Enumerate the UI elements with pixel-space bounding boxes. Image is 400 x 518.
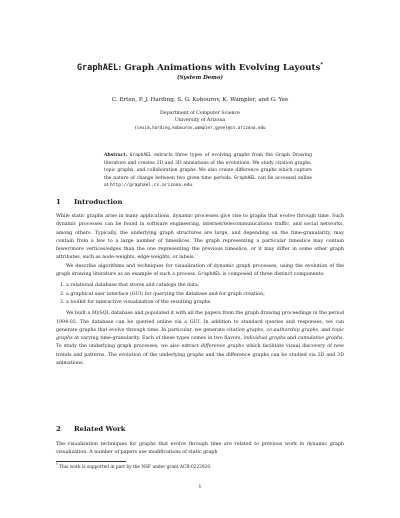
list-item: 2. a graphical user interface (GUI) for querying the database and for graph creation;: [60, 291, 265, 297]
introduction-body: [56, 213, 344, 368]
abstract-text-2: can be accessed online at: [104, 175, 312, 189]
section-title: Related Work: [74, 425, 126, 433]
affiliation-emails: {cesim,harding,kobourov,wampler,gyee}@cs.arizona.edu: [134, 125, 266, 131]
emph-coauthorship-graphs: co-authorship graphs: [266, 327, 319, 333]
footnote-text: This work is supported in part by the NSF under grant ACR-0222920.: [57, 465, 212, 470]
section-heading-introduction: [56, 198, 122, 206]
affiliation: [40, 110, 360, 132]
intro-system-name: GraphAEL: [198, 272, 222, 278]
intro-paragraph-1: While static graphs arise in many applications, dynamic processes give rise to graphs that evolve through time. Such dynamic processes can be found in software engineering, internet/telecommunications traffic, and social networks, among others. Typically, the underlying graph structures are large, and depending on the time-granularity, may contain from a few to a large number of timeslices. The graph representing a particular timeslice may contain fewer/more vertices/edges than the one representing the previous timeslice, or it may differ in some other graph attributes, such as node-weights, edge-weights, or labels.: [56, 214, 344, 261]
list-item: 3. a toolkit for interactive visualization of the resulting graphs.: [60, 299, 212, 305]
intro-p2-text: We describe algorithms and techniques for visualization of dynamic graph processes, using the evolution of the graph drawing literature as an example of such a process.: [56, 263, 344, 278]
affiliation-department: Department of Computer Science: [160, 111, 240, 116]
abstract-system-name-2: GraphAEL: [233, 175, 256, 181]
emph-topic-graphs: topic graphs: [56, 327, 345, 342]
title-text: : Graph Animations with Evolving Layouts: [118, 63, 321, 73]
intro-p3-and-2: and: [285, 336, 298, 342]
abstract-text: extracts three types of evolving graphs from the Graph Drawing literature and creates 2D and 3D animations of the evolutions. We study citation graphs, topic graphs, and collaboration graphs. We also create difference graphs which capture the nature of change between two given time periods.: [104, 153, 312, 181]
intro-paragraph-3: [56, 310, 344, 368]
section-heading-related-work: [56, 425, 125, 433]
footnote: [56, 463, 211, 470]
intro-p3-text-4: which facilitate visual discovery of new trends and patterns. The evolution of the underlying graphs and the difference graphs can be studied via 2D and 3D animations.: [56, 344, 344, 367]
footnote-mark: *: [56, 463, 58, 467]
author-list: C. Erten, P. J. Harding, S. G. Kobourov, K. Wampler, and G. Yee: [111, 97, 289, 103]
title-system-name: GraphAEL: [76, 63, 119, 73]
intro-p3-text-2: at varying time-granularity. Each of these types comes in two flavors,: [72, 336, 244, 342]
emph-citation-graphs: citation graphs: [226, 327, 264, 333]
abstract-end: .: [192, 183, 194, 189]
abstract-label: Abstract.: [104, 153, 128, 158]
component-list: [56, 282, 344, 307]
emph-individual-graphs: individual graphs: [243, 336, 286, 342]
section-title: Introduction: [74, 198, 123, 206]
intro-paragraph-2: [56, 263, 344, 280]
intro-p3-and: , and: [318, 327, 333, 333]
related-work-paragraph: The visualization techniques for graphs that evolve through time are related to previous work in dynamic graph visualization. A number of papers use modifications of static graph: [56, 442, 344, 456]
paper-subtitle: (System Demo): [176, 75, 224, 81]
intro-p2-text-end: is composed of three distinct components:: [221, 272, 325, 278]
abstract: [104, 152, 312, 190]
list-item: 1. a relational database that stores and catalogs the data;: [60, 283, 200, 289]
page-number: 1: [198, 484, 202, 490]
intro-p3-sep: ,: [263, 327, 267, 333]
related-work-body: [56, 441, 344, 458]
emph-cumulative-graphs: cumulative graphs: [297, 336, 343, 342]
intro-p3-text-3: . To study the underlying graph processes, we also extract: [56, 336, 345, 350]
section-number: 1: [56, 198, 61, 206]
footnote-divider: [56, 461, 126, 462]
title-footnote-mark: *: [320, 62, 324, 68]
affiliation-university: University of Arizona: [174, 118, 226, 124]
section-number: 2: [56, 425, 61, 433]
emph-difference-graphs: difference graphs: [200, 344, 245, 350]
abstract-url-link[interactable]: http://graphael.cs.arizona.edu: [109, 183, 193, 189]
abstract-system-name: GraphAEL: [129, 153, 152, 158]
paper-title: [40, 60, 360, 74]
intro-p3-text: We built a MySQL database and populated it with all the papers from the graph drawing proceedings in the period 1994-02. The database can be queried online via a GUI. In addition to standard queries and responses, we can generate graphs that evolve through time. In particular, we generate: [56, 311, 344, 333]
